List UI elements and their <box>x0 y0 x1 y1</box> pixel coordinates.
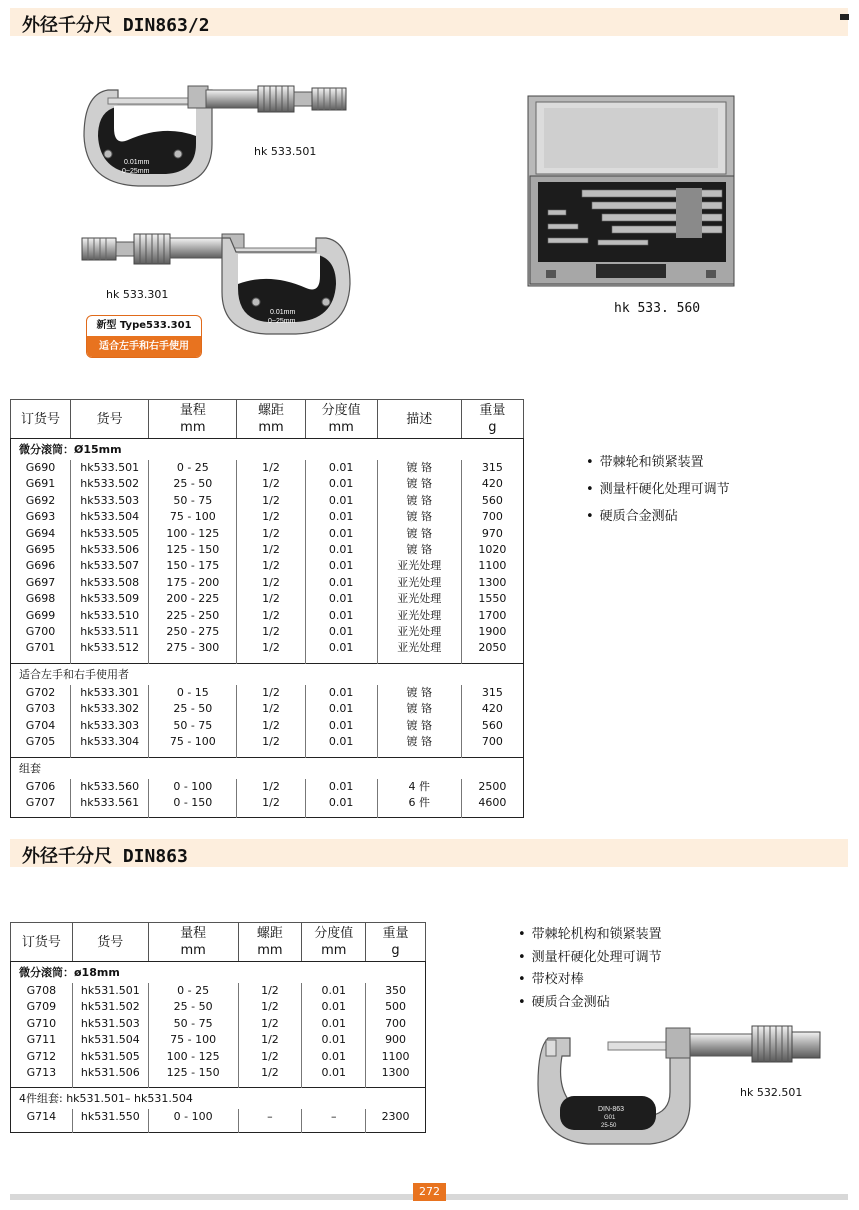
feature-item: • 硬质合金测砧 <box>518 992 662 1015</box>
table-cell: 200 - 225 <box>149 591 237 607</box>
mic-label-res-2: 0.01mm <box>270 309 296 316</box>
table-cell: 0.01 <box>305 476 377 492</box>
spacer-cell <box>11 1126 73 1133</box>
table-header-row <box>11 923 426 962</box>
table-row <box>11 608 524 624</box>
table-cell: G693 <box>25 510 56 524</box>
table-cell: hk533.510 <box>71 608 149 624</box>
table-cell: G701 <box>25 641 56 655</box>
table-cell: hk531.504 <box>72 1032 148 1048</box>
table-cell: 250 - 275 <box>149 624 237 640</box>
spacer-cell <box>238 1126 302 1133</box>
caption-533-501: hk 533.501 <box>254 145 317 158</box>
table-cell: hk533.502 <box>71 476 149 492</box>
table-cell: 0.01 <box>305 718 377 734</box>
table-cell: 1/2 <box>238 999 302 1015</box>
mic-label-res: 0.01mm <box>124 159 150 166</box>
table-group-row <box>11 962 426 984</box>
table-row <box>11 591 524 607</box>
table-cell: 50 - 75 <box>149 718 237 734</box>
table-cell: 1/2 <box>237 558 305 574</box>
table-cell: 1/2 <box>237 460 305 476</box>
table-cell: 1/2 <box>237 734 305 750</box>
table-cell: 1/2 <box>238 1049 302 1065</box>
table-cell: 1/2 <box>237 591 305 607</box>
table-cell: 6 件 <box>377 795 461 811</box>
spec-table-din863-2 <box>10 399 524 818</box>
table-cell: 镀 铬 <box>377 542 461 558</box>
col-resolution: 分度值 mm <box>305 400 377 439</box>
table-cell: 1300 <box>461 575 523 591</box>
col-description: 描述 <box>377 400 461 439</box>
col-item-no: 货号 <box>72 923 148 962</box>
table-cell: G705 <box>25 735 56 749</box>
group-label: 4件组套: hk531.501– hk531.504 <box>11 1088 426 1110</box>
table-cell: G703 <box>25 702 56 716</box>
table-cell: 1/2 <box>237 779 305 795</box>
table-cell: hk533.507 <box>71 558 149 574</box>
table-cell: 镀 铬 <box>377 460 461 476</box>
table-cell: 315 <box>461 460 523 476</box>
feature-item: • 带校对棒 <box>518 969 662 992</box>
table-cell: 1900 <box>461 624 523 640</box>
table-cell: hk531.501 <box>72 983 148 999</box>
mic-label-range-3: 25-50 <box>601 1123 617 1129</box>
spec-table-din863 <box>10 922 426 1133</box>
table-cell: hk531.503 <box>72 1016 148 1032</box>
table-cell: 0.01 <box>305 624 377 640</box>
new-type-label: 新型 Type533.301 <box>96 320 192 331</box>
table-cell: 1/2 <box>237 476 305 492</box>
table-cell: 1/2 <box>237 526 305 542</box>
table-cell: hk533.504 <box>71 509 149 525</box>
table-cell: 0.01 <box>305 734 377 750</box>
table-cell: 1/2 <box>237 509 305 525</box>
table-cell: hk533.303 <box>71 718 149 734</box>
table-cell: hk533.304 <box>71 734 149 750</box>
table-cell: 1/2 <box>237 608 305 624</box>
table-cell: 315 <box>461 685 523 701</box>
table-cell: hk533.503 <box>71 493 149 509</box>
table-cell: 1/2 <box>238 1016 302 1032</box>
table-cell: G702 <box>25 685 56 699</box>
table-group-row <box>11 1088 426 1110</box>
table-cell: 560 <box>461 493 523 509</box>
table-cell: 0.01 <box>302 1065 366 1081</box>
table-cell: 125 - 150 <box>148 1065 238 1081</box>
col-range: 量程 mm <box>148 923 238 962</box>
table-cell: 100 - 125 <box>148 1049 238 1065</box>
table-cell: hk533.512 <box>71 640 149 656</box>
table-cell: 镀 铬 <box>377 701 461 717</box>
table-cell: G690 <box>25 461 56 474</box>
table-cell: 0.01 <box>305 779 377 795</box>
spacer-cell <box>72 1126 148 1133</box>
table-cell: 镀 铬 <box>377 493 461 509</box>
table-row <box>11 734 524 750</box>
col-pitch: 螺距 mm <box>238 923 302 962</box>
table-cell: 125 - 150 <box>149 542 237 558</box>
table-cell: 900 <box>366 1032 426 1048</box>
table-cell: 1/2 <box>237 718 305 734</box>
table-cell: 1/2 <box>237 575 305 591</box>
section-header-din863-2 <box>10 8 848 36</box>
feature-item: • 测量杆硬化处理可调节 <box>518 947 662 970</box>
table-cell: 0.01 <box>302 1049 366 1065</box>
table-cell: 亚光处理 <box>377 575 461 591</box>
table-row <box>11 558 524 574</box>
table-spacer-row <box>11 1126 426 1133</box>
table-cell: G712 <box>26 1049 57 1063</box>
table-cell: 0.01 <box>305 608 377 624</box>
new-type-box <box>86 315 202 358</box>
micrometer-set-case-image <box>526 94 738 290</box>
table-cell: 0 - 150 <box>149 795 237 811</box>
group-label: 微分滚筒：Ø15mm <box>19 443 122 456</box>
table-cell: 0.01 <box>305 493 377 509</box>
table-row <box>11 718 524 734</box>
table-cell: 0 - 25 <box>149 460 237 476</box>
table-row <box>11 1016 426 1032</box>
table-cell: hk531.505 <box>72 1049 148 1065</box>
section-header-din863 <box>10 839 848 867</box>
table-cell: 75 - 100 <box>149 734 237 750</box>
table-cell: G700 <box>25 625 56 639</box>
col-range: 量程 mm <box>149 400 237 439</box>
table-cell: G697 <box>25 575 56 589</box>
table-cell: 亚光处理 <box>377 624 461 640</box>
spacer-cell <box>11 811 71 818</box>
feature-item: • 带棘轮机构和锁紧装置 <box>518 924 662 947</box>
table-row <box>11 575 524 591</box>
table-cell: 0.01 <box>305 575 377 591</box>
page-number: 272 <box>413 1183 446 1201</box>
table-cell: 0 - 100 <box>149 779 237 795</box>
table-cell: 亚光处理 <box>377 640 461 656</box>
table-cell: 镀 铬 <box>377 685 461 701</box>
table-row <box>11 476 524 492</box>
table-cell: 亚光处理 <box>377 591 461 607</box>
table-cell: 0.01 <box>305 701 377 717</box>
table-cell: 0.01 <box>305 640 377 656</box>
table-cell: 0.01 <box>305 509 377 525</box>
table-cell: 700 <box>461 509 523 525</box>
table-cell: hk531.550 <box>72 1109 148 1125</box>
table-cell: G706 <box>25 779 56 793</box>
table-cell: hk533.501 <box>71 460 149 476</box>
table-cell: hk533.505 <box>71 526 149 542</box>
table-row <box>11 685 524 701</box>
col-item-no: 货号 <box>71 400 149 439</box>
spacer-cell <box>377 811 461 818</box>
table-cell: hk533.506 <box>71 542 149 558</box>
table-row <box>11 1109 426 1125</box>
table-cell: G711 <box>26 1033 57 1047</box>
table-row <box>11 542 524 558</box>
mic-label-range: 0~25mm <box>122 168 150 175</box>
table-cell: 0.01 <box>302 999 366 1015</box>
feature-list-1 <box>586 449 730 530</box>
table-cell: G710 <box>26 1016 57 1030</box>
spacer-cell <box>149 811 237 818</box>
table-cell: 0.01 <box>302 983 366 999</box>
feature-item: • 测量杆硬化处理可调节 <box>586 476 730 503</box>
spacer-cell <box>461 811 523 818</box>
caption-533-301: hk 533.301 <box>106 288 169 301</box>
table-cell: 0.01 <box>305 591 377 607</box>
table-cell: – <box>302 1109 366 1125</box>
spacer-cell <box>305 811 377 818</box>
table-cell: 560 <box>461 718 523 734</box>
table-cell: 1/2 <box>237 624 305 640</box>
feature-item: • 带棘轮和锁紧装置 <box>586 449 730 476</box>
table-cell: 1100 <box>366 1049 426 1065</box>
table-cell: 1/2 <box>238 1065 302 1081</box>
table-cell: 0 - 100 <box>148 1109 238 1125</box>
table-cell: 1/2 <box>237 685 305 701</box>
caption-533-560: hk 533. 560 <box>614 301 701 316</box>
table-cell: G708 <box>26 984 57 997</box>
table-cell: G696 <box>25 559 56 573</box>
table-cell: G707 <box>25 795 56 809</box>
table-group-row <box>11 757 524 779</box>
table-cell: G699 <box>25 608 56 622</box>
table-cell: 0 - 25 <box>148 983 238 999</box>
table-cell: hk533.302 <box>71 701 149 717</box>
table-spacer-row <box>11 811 524 818</box>
table-cell: 4 件 <box>377 779 461 795</box>
table-cell: 1/2 <box>238 1032 302 1048</box>
spacer-cell <box>302 1126 366 1133</box>
table-cell: 500 <box>366 999 426 1015</box>
table-row <box>11 1032 426 1048</box>
table-cell: – <box>238 1109 302 1125</box>
feature-item: • 硬质合金测砧 <box>586 503 730 530</box>
table-cell: 1300 <box>366 1065 426 1081</box>
table-cell: 1020 <box>461 542 523 558</box>
table-cell: 0.01 <box>305 685 377 701</box>
table-cell: 2300 <box>366 1109 426 1125</box>
table-cell: G691 <box>25 477 56 491</box>
table-cell: 1/2 <box>237 493 305 509</box>
table-cell: G704 <box>25 718 56 732</box>
table-row <box>11 1049 426 1065</box>
table-cell: 0.01 <box>305 526 377 542</box>
table-row <box>11 624 524 640</box>
table-cell: 0.01 <box>305 558 377 574</box>
table-cell: 1/2 <box>238 983 302 999</box>
table-group-row <box>11 663 524 685</box>
table-cell: 700 <box>461 734 523 750</box>
col-weight: 重量 g <box>461 400 523 439</box>
table-row <box>11 460 524 476</box>
table-cell: 0.01 <box>305 460 377 476</box>
spacer-cell <box>71 811 149 818</box>
table-cell: 1/2 <box>237 640 305 656</box>
micrometer-533-501-image <box>78 84 358 192</box>
table-row <box>11 640 524 656</box>
corner-mark <box>840 14 849 20</box>
table-cell: 50 - 75 <box>149 493 237 509</box>
table-row <box>11 701 524 717</box>
table-cell: hk531.502 <box>72 999 148 1015</box>
table-group-row <box>11 439 524 461</box>
table-row <box>11 1065 426 1081</box>
mic-label-range-2: 0~25mm <box>268 318 296 325</box>
table-cell: 75 - 100 <box>149 509 237 525</box>
table-cell: 25 - 50 <box>148 999 238 1015</box>
table-cell: 1700 <box>461 608 523 624</box>
table-cell: 2500 <box>461 779 523 795</box>
table-cell: 100 - 125 <box>149 526 237 542</box>
table-cell: 0 - 15 <box>149 685 237 701</box>
table-cell: 亚光处理 <box>377 608 461 624</box>
col-order-no: 订货号 <box>11 400 71 439</box>
table-cell: 镀 铬 <box>377 526 461 542</box>
table-cell: 970 <box>461 526 523 542</box>
table-cell: hk533.560 <box>71 779 149 795</box>
spacer-cell <box>366 1126 426 1133</box>
table-cell: G713 <box>26 1066 57 1080</box>
group-label: 适合左手和右手使用者 <box>11 663 524 685</box>
feature-list-2 <box>518 924 662 1014</box>
table-cell: G694 <box>25 526 56 540</box>
table-cell: 75 - 100 <box>148 1032 238 1048</box>
group-label: 组套 <box>11 757 524 779</box>
table-cell: 25 - 50 <box>149 701 237 717</box>
table-cell: G698 <box>25 592 56 606</box>
table-cell: 1/2 <box>237 542 305 558</box>
table-cell: 150 - 175 <box>149 558 237 574</box>
table-cell: 420 <box>461 701 523 717</box>
table-cell: hk531.506 <box>72 1065 148 1081</box>
table-cell: 镀 铬 <box>377 734 461 750</box>
table-row <box>11 999 426 1015</box>
table-cell: 50 - 75 <box>148 1016 238 1032</box>
table-cell: 25 - 50 <box>149 476 237 492</box>
table-cell: 1100 <box>461 558 523 574</box>
table-cell: G692 <box>25 493 56 507</box>
table-cell: 亚光处理 <box>377 558 461 574</box>
table-header-row <box>11 400 524 439</box>
table-cell: 175 - 200 <box>149 575 237 591</box>
caption-532-501: hk 532.501 <box>740 1086 803 1099</box>
table-cell: 镀 铬 <box>377 509 461 525</box>
table-cell: 0.01 <box>305 542 377 558</box>
table-row <box>11 493 524 509</box>
table-cell: 2050 <box>461 640 523 656</box>
mic-label-code: G01 <box>604 1115 616 1121</box>
table-cell: 0.01 <box>302 1032 366 1048</box>
table-row <box>11 509 524 525</box>
table-cell: G695 <box>25 543 56 557</box>
table-row <box>11 779 524 795</box>
table-cell: 镀 铬 <box>377 476 461 492</box>
table-cell: 1/2 <box>237 701 305 717</box>
col-weight: 重量 g <box>366 923 426 962</box>
spacer-cell <box>237 811 305 818</box>
table-cell: 225 - 250 <box>149 608 237 624</box>
table-cell: hk533.511 <box>71 624 149 640</box>
table-cell: 700 <box>366 1016 426 1032</box>
table-cell: 350 <box>366 983 426 999</box>
section-title: 外径千分尺 DIN863 <box>22 846 188 867</box>
table-row <box>11 983 426 999</box>
table-cell: 275 - 300 <box>149 640 237 656</box>
table-cell: hk533.509 <box>71 591 149 607</box>
table-cell: 0.01 <box>305 795 377 811</box>
mic-label-din: DIN-863 <box>598 1106 625 1113</box>
group-label: 微分滚筒：ø18mm <box>19 966 120 979</box>
table-row <box>11 795 524 811</box>
table-cell: hk533.508 <box>71 575 149 591</box>
table-cell: 0.01 <box>302 1016 366 1032</box>
table-cell: hk533.301 <box>71 685 149 701</box>
section-title: 外径千分尺 DIN863/2 <box>22 15 210 36</box>
table-cell: G709 <box>26 1000 57 1014</box>
spacer-cell <box>148 1126 238 1133</box>
table-cell: 4600 <box>461 795 523 811</box>
col-order-no: 订货号 <box>11 923 73 962</box>
col-resolution: 分度值 mm <box>302 923 366 962</box>
table-cell: 镀 铬 <box>377 718 461 734</box>
table-cell: hk533.561 <box>71 795 149 811</box>
table-cell: 1550 <box>461 591 523 607</box>
col-pitch: 螺距 mm <box>237 400 305 439</box>
table-cell: G714 <box>26 1110 57 1124</box>
left-right-hand-label: 适合左手和右手使用 <box>87 336 201 357</box>
table-cell: 420 <box>461 476 523 492</box>
table-row <box>11 526 524 542</box>
table-cell: 1/2 <box>237 795 305 811</box>
